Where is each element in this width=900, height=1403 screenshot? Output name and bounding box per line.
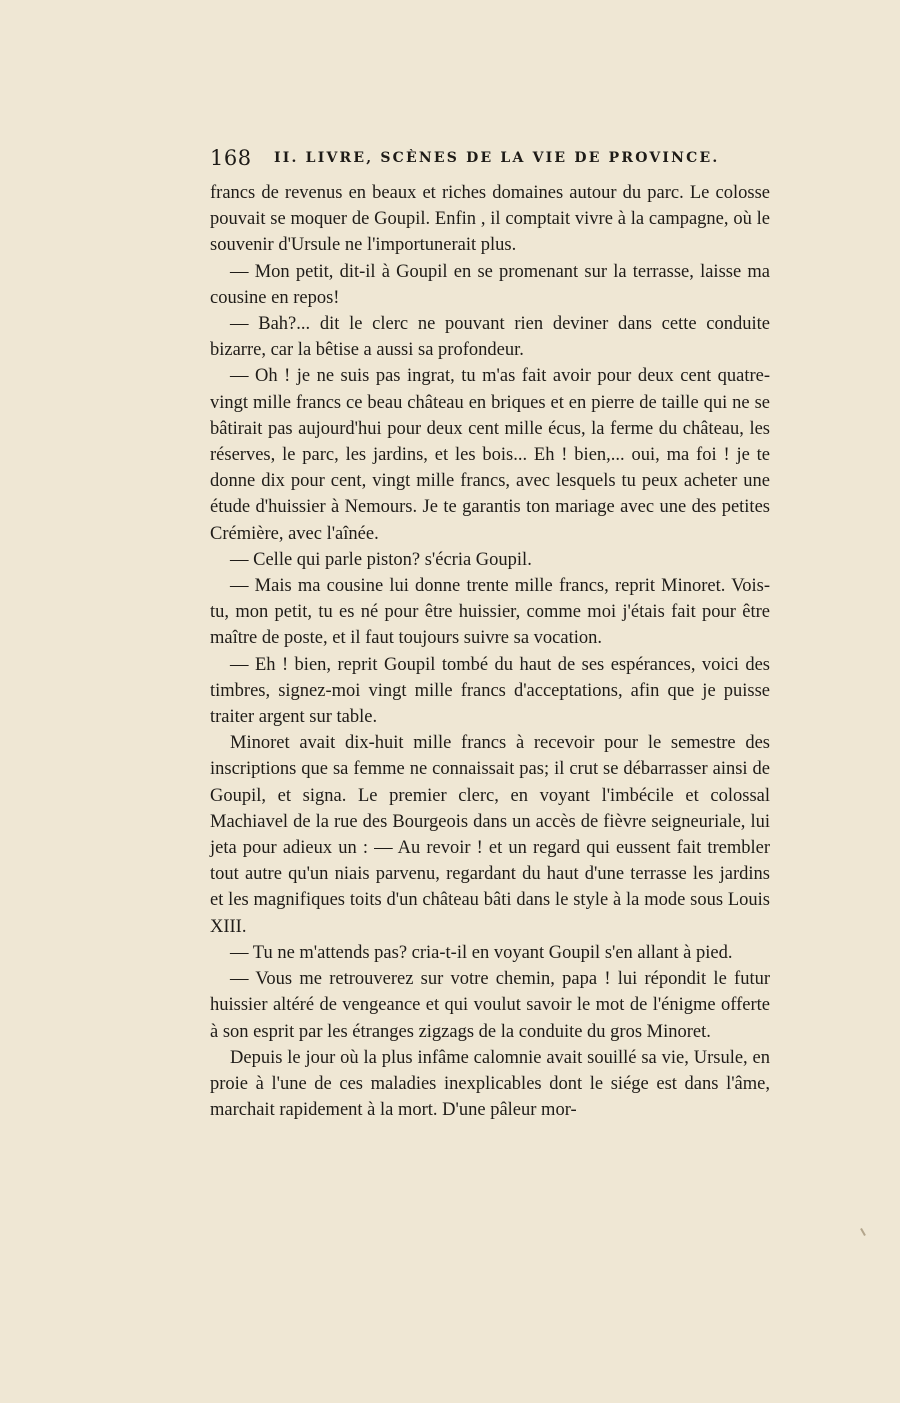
paragraph: — Tu ne m'attends pas? cria-t-il en voyant Goupil s'en allant à pied. — [230, 942, 733, 963]
page-body — [210, 180, 770, 1123]
paragraph: — Oh ! je ne suis pas ingrat, tu m'as fait avoir pour deux cent quatre-vingt mille francs ce beau château en briques et en pierre de taille qui ne se bâtirait pas aujourd'hui pour deux cent mille écus, la ferme du château, les réserves, le parc, les jardins, et les bois... Eh ! bien,... oui, ma foi ! je te donne dix pour cent, vingt mille francs, avec lesquels tu peux acheter une étude d'huissier à Nemours. Je te garantis ton mariage avec une des petites Crémière, avec l'aînée. — [210, 366, 770, 544]
page-number: 168 — [210, 146, 252, 170]
paragraph-continued: francs de revenus en beaux et riches domaines autour du parc. Le colosse pouvait se moquer de Goupil. Enfin , il comptait vivre à la campagne, où le souvenir d'Ursule ne l'importunerait plus. — [210, 183, 770, 256]
page-header — [210, 146, 770, 174]
paragraph: Minoret avait dix-huit mille francs à recevoir pour le semestre des inscriptions que sa femme ne connaissait pas; il crut se débarrasser ainsi de Goupil, et signa. Le premier clerc, en voyant l'imbécile et colossal Machiavel de la rue des Bourgeois dans un accès de fièvre seigneuriale, lui jeta pour adieux un : — Au revoir ! et un regard qui eussent fait trembler tout autre qu'un niais parvenu, regardant du haut d'une terrasse les jardins et les magnifiques toits d'un château bâti dans le style à la mode sous Louis XIII. — [210, 733, 770, 937]
paragraph: Depuis le jour où la plus infâme calomnie avait souillé sa vie, Ursule, en proie à l'une de ces maladies inexplicables dont le siége est dans l'âme, marchait rapidement à la mort. D'une pâleur mor- — [210, 1047, 770, 1121]
paragraph: — Celle qui parle piston? s'écria Goupil. — [230, 549, 532, 570]
paragraph: — Eh ! bien, reprit Goupil tombé du haut de ses espérances, voici des timbres, signez-moi vingt mille francs d'acceptations, afin que je puisse traiter argent sur table. — [210, 654, 770, 728]
paragraph: — Mais ma cousine lui donne trente mille francs, reprit Minoret. Vois-tu, mon petit, tu es né pour être huissier, comme moi j'étais fait pour être maître de poste, et il faut toujours suivre sa vocation. — [210, 576, 770, 649]
paper-speck — [860, 1228, 866, 1236]
paragraph: — Bah?... dit le clerc ne pouvant rien deviner dans cette conduite bizarre, car la bêtise a aussi sa profondeur. — [210, 314, 770, 361]
paragraph: — Vous me retrouverez sur votre chemin, papa ! lui répondit le futur huissier altéré de vengeance et qui voulut savoir le mot de l'énigme offerte à son esprit par les étranges zigzags de la conduite du gros Minoret. — [210, 969, 770, 1042]
paragraph: — Mon petit, dit-il à Goupil en se promenant sur la terrasse, laisse ma cousine en repos! — [210, 261, 770, 308]
running-title: II. LIVRE, SCÈNES DE LA VIE DE PROVINCE. — [274, 150, 720, 166]
